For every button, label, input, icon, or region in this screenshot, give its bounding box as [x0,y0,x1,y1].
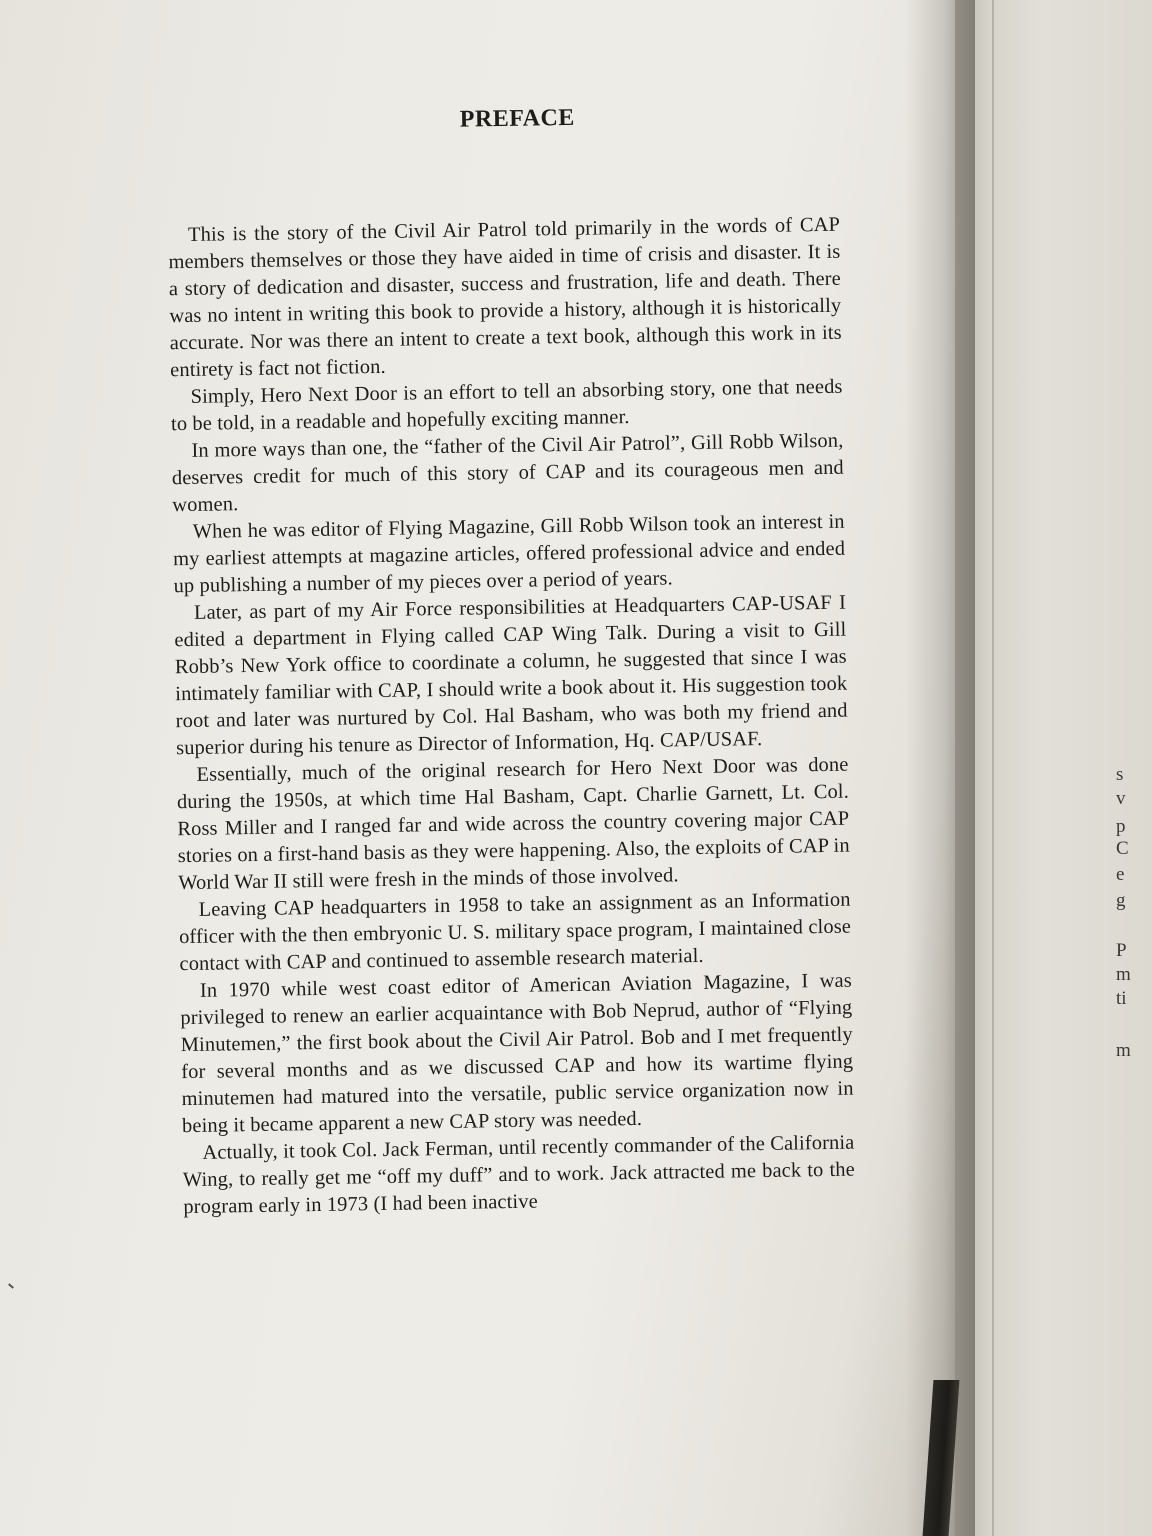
preface-text-block [166,95,855,1221]
paragraph: Actually, it took Col. Jack Ferman, until recently commander of the California Wing, to really get me “off my duff” and to work. Jack attracted me back to the program early in 1973 (I had been inactive [182,1131,856,1219]
right-fragment: P [1116,940,1127,961]
paragraph: In more ways than one, the “father of the Civil Air Patrol”, Gill Robb Wilson, deserves credit for much of this story of CAP and its courageous men and women. [171,429,844,517]
paragraph: Essentially, much of the original research for Hero Next Door was done during the 1950s, at which time Hal Basham, Capt. Charlie Garnett, Lt. Col. Ross Miller and I ranged far and wide across the country covering major CAP stories on a first-hand basis as they were happening. Also, the exploits of CAP in World War II still were fresh in the minds of those involved. [176,753,850,895]
paragraph: Simply, Hero Next Door is an effort to tell an absorbing story, one that needs to be told, in a readable and hopefully exciting manner. [170,375,843,436]
right-fragment: e [1116,864,1125,885]
page-title: PREFACE [459,104,576,133]
right-fragment: m [1116,964,1131,985]
right-fragment: s [1116,764,1124,785]
page-edge-line [992,0,994,1536]
right-fragment: g [1116,890,1126,911]
paragraph: Leaving CAP headquarters in 1958 to take an assignment as an Information officer with the then embryonic U. S. military space program, I maintained close contact with CAP and continued to assemble research material. [178,888,852,976]
paragraph: When he was editor of Flying Magazine, Gill Robb Wilson took an interest in my earliest attempts at magazine articles, offered professional advice and ended up publishing a number of my pieces over a period of years. [172,510,846,598]
paragraph: This is the story of the Civil Air Patrol told primarily in the words of CAP members themselves or those they have aided in time of crisis and disaster. It is a story of dedication and disaster, success and frustration, life and death. There was no intent in writing this book to provide a history, although it is historically accurate. Nor was there an intent to create a text book, although this work in its entirety is fact not fiction. [168,213,842,382]
right-fragment: ti [1116,988,1127,1009]
right-fragment: p [1116,816,1126,837]
right-fragment: C [1116,838,1129,859]
right-fragment: m [1116,1040,1131,1061]
gutter-shadow [905,0,975,1536]
paragraph: Later, as part of my Air Force responsibilities at Headquarters CAP-USAF I edited a department in Flying called CAP Wing Talk. During a visit to Gill Robb’s New York office to coordinate a column, he suggested that since I was intimately familiar with CAP, I should write a book about it. His suggestion took root and later was nurtured by Col. Hal Basham, who was both my friend and superior during his tenure as Director of Information, Hq. CAP/USAF. [174,591,848,760]
paragraph: In 1970 while west coast editor of American Aviation Magazine, I was privileged to renew an earlier acquaintance with Bob Neprud, author of “Flying Minutemen,” the first book about the Civil Air Patrol. Bob and I met frequently for several months and as we discussed CAP and how its wartime flying minutemen had matured into the versatile, public service organization now in being it became apparent a new CAP story was needed. [180,969,854,1138]
right-fragment: v [1116,788,1126,809]
